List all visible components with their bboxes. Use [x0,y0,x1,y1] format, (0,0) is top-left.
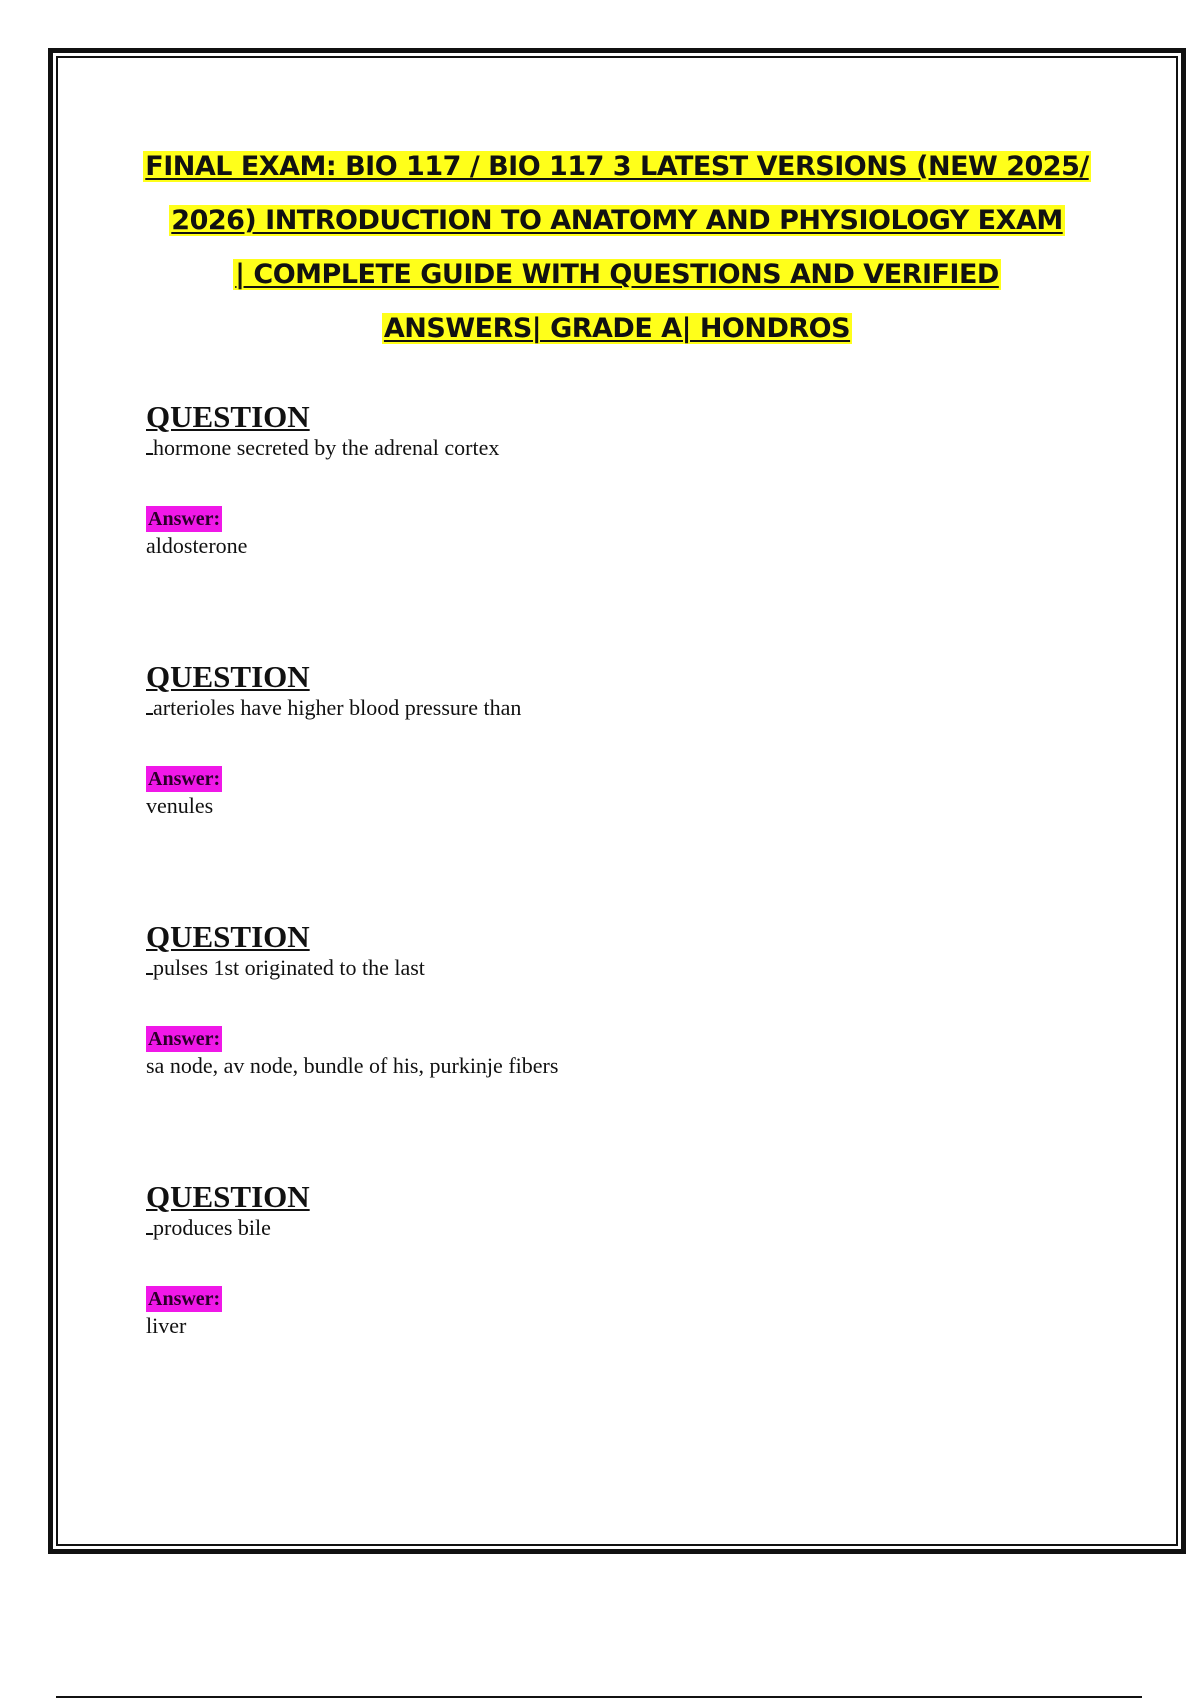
title-line-4-text: ANSWERS| GRADE A| HONDROS [383,313,851,344]
title-line-1 [120,140,1114,194]
question-heading: QUESTION [146,399,310,434]
answer-text: liver [146,1313,187,1338]
answer-text: aldosterone [146,533,248,558]
question-text-row [146,694,1046,722]
question-text: produces bile [153,1215,271,1240]
question-text-row [146,1214,1046,1242]
blank-mark [146,955,153,975]
question-text: arterioles have higher blood pressure than [153,695,522,720]
answer-label: Answer: [148,1288,221,1310]
question-text-row [146,954,1046,982]
question-text: pulses 1st originated to the last [153,955,425,980]
answer-label: Answer: [148,508,221,530]
qa-block-2 [146,660,1046,820]
title-line-3-text: | COMPLETE GUIDE WITH QUESTIONS AND VERIFIED [235,259,999,290]
question-text: hormone secreted by the adrenal cortex [153,435,500,460]
title-line-2-text: 2026) INTRODUCTION TO ANATOMY AND PHYSIOLOGY EXAM [171,205,1063,236]
blank-mark [146,1215,153,1235]
document-title [120,140,1114,356]
question-heading: QUESTION [146,919,310,954]
question-text-row [146,434,1046,462]
title-line-2 [120,194,1114,248]
blank-mark [146,435,153,455]
question-heading: QUESTION [146,1179,310,1214]
title-line-3 [120,248,1114,302]
title-line-4 [120,302,1114,356]
footer-rule [56,1696,1142,1698]
qa-block-1 [146,400,1046,560]
qa-block-3 [146,920,1046,1080]
answer-label: Answer: [148,1028,221,1050]
qa-block-4 [146,1180,1046,1340]
answer-label: Answer: [148,768,221,790]
answer-text: sa node, av node, bundle of his, purkinje fibers [146,1053,559,1078]
answer-text: venules [146,793,214,818]
title-line-1-text: FINAL EXAM: BIO 117 / BIO 117 3 LATEST VERSIONS (NEW 2025/ [145,151,1089,182]
question-heading: QUESTION [146,659,310,694]
blank-mark [146,695,153,715]
